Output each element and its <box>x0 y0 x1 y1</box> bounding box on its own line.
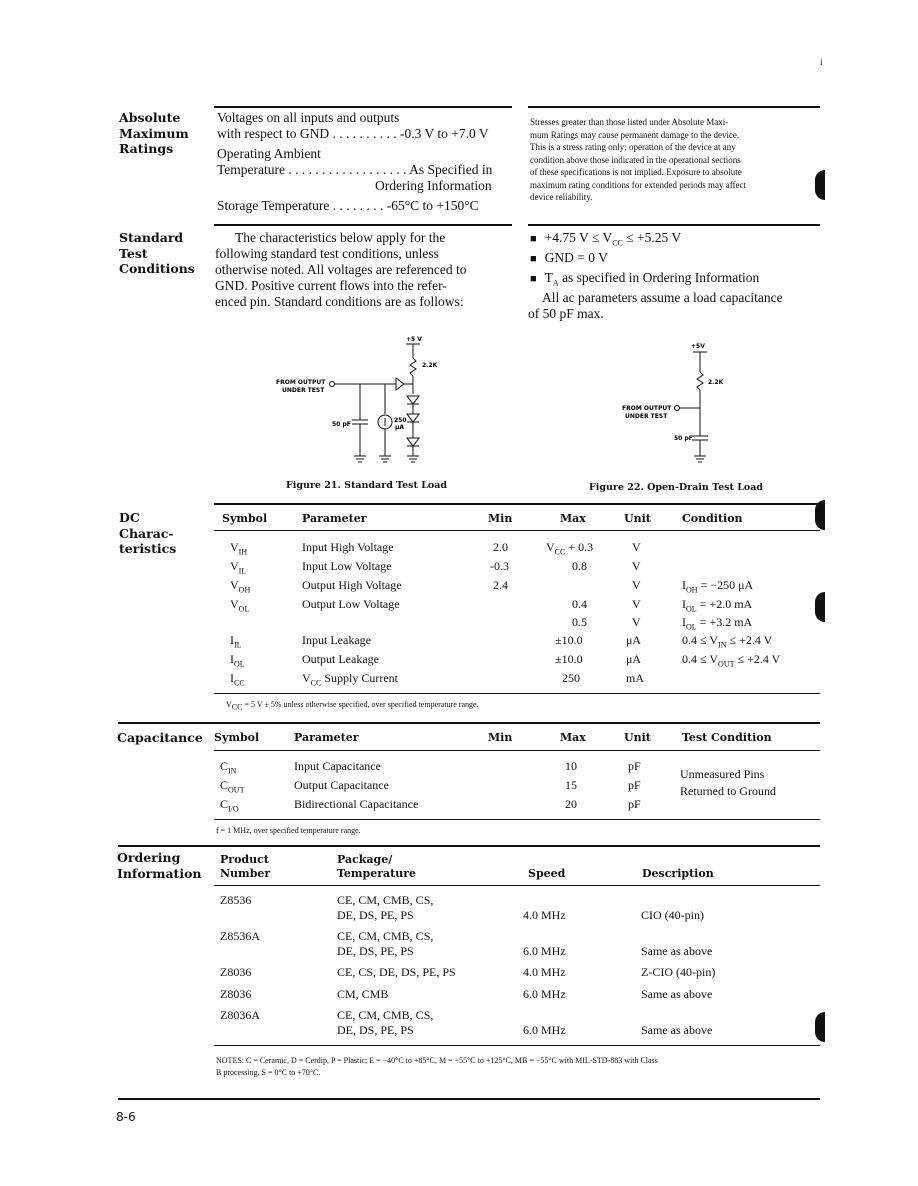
resistor-label: 2.2K <box>422 362 438 369</box>
dc-footnote: $V_{CC} = 5$ V ± 5% unless otherwise specified, over specified temperature range. <box>226 700 479 712</box>
standard-conditions-list <box>530 230 759 290</box>
dc-header-unit: Unit <box>624 512 651 525</box>
section-rule <box>214 106 512 108</box>
capacitance-heading: Capacitance <box>117 730 203 745</box>
figure-22-schematic <box>615 338 745 470</box>
cap-header-condition: Test Condition <box>682 731 772 744</box>
condition-item: ■ GND = 0 V <box>530 250 759 270</box>
abs-line: with respect to GND . . . . . . . . . . -0.3 V to +7.0 V <box>217 126 489 141</box>
dc-header-condition: Condition <box>682 512 743 525</box>
cap-header-parameter: Parameter <box>294 731 359 744</box>
ac-note: All ac parameters assume a load capacitance <box>542 290 783 305</box>
header-rule <box>214 750 820 751</box>
binding-mark <box>815 592 825 622</box>
section-rule <box>528 106 820 108</box>
page-number: 8-6 <box>116 1110 136 1124</box>
cap-header-min: Min <box>488 731 513 744</box>
input-label: UNDER TEST <box>282 387 325 394</box>
abs-line: Storage Temperature . . . . . . . . -65°C to +150°C <box>217 198 479 213</box>
footer-rule <box>118 1098 820 1100</box>
ord-header-description: Description <box>642 867 714 880</box>
resistor-label: 2.2K <box>708 379 724 386</box>
abs-line: Temperature . . . . . . . . . . . . . . . . . . As Specified in <box>217 162 493 177</box>
table-rule <box>214 1045 820 1046</box>
input-label: FROM OUTPUT <box>622 405 672 412</box>
figure-21-schematic <box>270 334 450 470</box>
condition-item: ■ +4.75 $V \le V_{CC} \le +5.25$ V <box>530 230 759 250</box>
dc-header-min: Min <box>488 512 513 525</box>
section-rule <box>118 722 820 724</box>
abs-line: Operating Ambient <box>217 146 321 161</box>
dc-header-symbol: Symbol <box>222 512 268 525</box>
capacitor-label: 50 pF <box>674 435 693 442</box>
cap-header-max: Max <box>560 731 586 744</box>
cap-test-condition: Returned to Ground <box>680 784 776 798</box>
supply-label: +5 V <box>406 336 422 343</box>
ordering-heading: Ordering Information <box>117 850 202 881</box>
condition-item: ■ $T_A$ as specified in Ordering Information <box>530 270 759 290</box>
cap-header-unit: Unit <box>624 731 651 744</box>
dc-heading: DC Charac- teristics <box>119 510 177 556</box>
figure-22-caption: Figure 22. Open-Drain Test Load <box>589 482 764 493</box>
ordering-notes: NOTES: C = Ceramic, D = Cerdip, P = Plastic; E = −40°C to +85°C, M = −55°C to +125°C, MB = −55°C with MIL-STD-883 with Class B processing, S = 0°C to +70°C. <box>216 1056 658 1077</box>
figure-21-caption: Figure 21. Standard Test Load <box>286 480 448 491</box>
section-rule <box>214 503 820 505</box>
binding-mark <box>815 170 825 200</box>
section-rule <box>118 845 820 847</box>
absolute-max-heading: Absolute Maximum Ratings <box>119 110 189 156</box>
section-rule <box>528 224 820 226</box>
abs-line: Voltages on all inputs and outputs <box>217 110 400 125</box>
cap-test-condition: Unmeasured Pins <box>680 767 765 781</box>
ord-header-speed: Speed <box>528 867 566 880</box>
header-rule <box>214 885 820 886</box>
binding-mark <box>815 500 825 530</box>
standard-test-text: The characteristics below apply for the following standard test conditions, unless otherwise noted. All voltages are referenced to GND. Positive current flows into the refer- enced pin. Standard conditions are as follows: <box>215 230 467 309</box>
absolute-max-note: Stresses greater than those listed under Absolute Maxi- mum Ratings may cause permanent damage to the device. This is a stress rating only; operation of the device at any condition above those indicated in the operational sections of these specifications is not implied. Exposure to absolute maximum rating conditions for extended periods may affect device reliability. <box>530 117 747 202</box>
dc-header-max: Max <box>560 512 586 525</box>
cap-header-symbol: Symbol <box>214 731 260 744</box>
input-label: FROM OUTPUT <box>276 379 326 386</box>
abs-line: Ordering Information <box>375 178 492 193</box>
ord-header-package: Package/ Temperature <box>337 853 417 880</box>
source-label: μA <box>395 424 405 431</box>
supply-label: +5V <box>691 343 705 350</box>
binding-mark <box>815 1012 825 1042</box>
page-mark: i <box>820 57 823 67</box>
table-rule <box>214 693 820 694</box>
input-label: UNDER TEST <box>625 413 668 420</box>
ac-note: of 50 pF max. <box>528 306 604 321</box>
ord-header-product: Product Number <box>220 853 271 880</box>
table-rule <box>214 819 820 820</box>
cap-footnote: f = 1 MHz, over specified temperature range. <box>216 826 361 835</box>
dc-header-parameter: Parameter <box>302 512 367 525</box>
capacitor-label: 50 pF <box>332 421 351 428</box>
source-label: 250 <box>394 417 407 424</box>
section-rule <box>214 224 512 226</box>
standard-test-heading: Standard Test Conditions <box>119 230 195 276</box>
header-rule <box>214 530 820 531</box>
